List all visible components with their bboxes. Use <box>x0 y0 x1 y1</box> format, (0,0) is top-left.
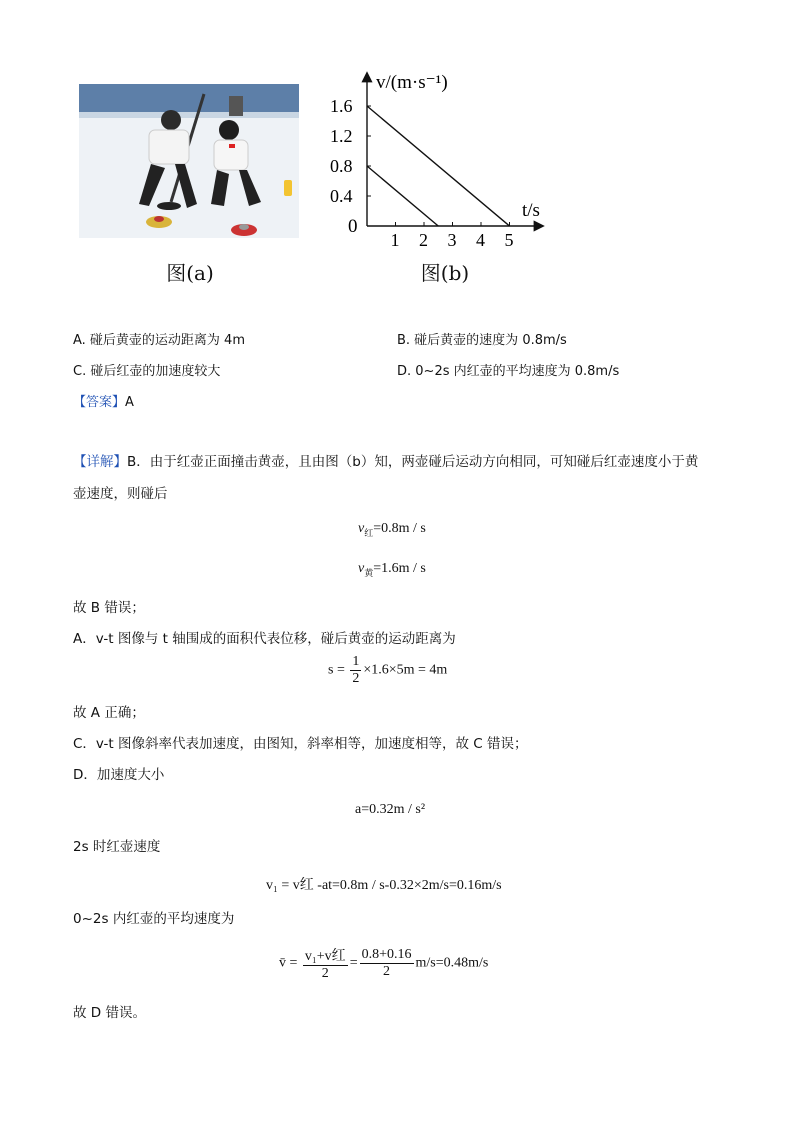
frac-half-d: 2 <box>352 671 360 686</box>
eq-avg-tail: m/s=0.48m/s <box>415 955 489 971</box>
eq-s-suffix: ×1.6×5m = 4m <box>363 662 448 678</box>
eq-a: a=0.32m / s² <box>355 802 426 817</box>
frac-half-n: 1 <box>352 654 360 669</box>
a-line: A．v-t 图像与 t 轴围成的面积代表位移，碰后黄壶的运动距离为 <box>73 631 456 647</box>
option-d: D. 0~2s 内红壶的平均速度为 0.8m/s <box>397 364 620 379</box>
figure-b-caption: 图(b) <box>420 261 470 285</box>
answer-line <box>73 391 134 410</box>
eq-v1: v₁ = v红 -at=0.8m / s-0.32×2m/s=0.16m/s <box>266 878 502 893</box>
y-axis-label: v/(m·s⁻¹) <box>376 72 448 93</box>
figure-a-caption: 图(a) <box>166 261 214 285</box>
x-tick-label: 5 <box>504 230 514 250</box>
eq-v-yellow-value: =1.6m / s <box>373 561 426 576</box>
x-axis-label: t/s <box>522 200 540 221</box>
b-wrong: 故 B 错误； <box>73 600 145 616</box>
c-line: C．v-t 图像斜率代表加速度，由图知，斜率相等，加速度相等，故 C 错误； <box>73 736 528 752</box>
frac-avg-1 <box>303 945 348 982</box>
detail-line-1 <box>73 454 698 470</box>
detail-tag: 【详解】 <box>73 454 127 470</box>
x-tick-label: 2 <box>419 230 428 250</box>
series-line-2 <box>367 166 438 226</box>
frac-avg-1-n: v₁+v红 <box>303 945 348 966</box>
t2-line: 2s 时红壶速度 <box>73 839 161 855</box>
detail-line-2: 壶速度，则碰后 <box>73 486 168 502</box>
answer-tag: 【答案】 <box>73 395 126 410</box>
x-tick-label: 4 <box>476 230 485 250</box>
series-line-1 <box>367 106 510 226</box>
curling-photo <box>79 84 299 238</box>
frac-avg-1-d: 2 <box>321 966 329 981</box>
option-a: A. 碰后黄壶的运动距离为 4m <box>73 333 245 348</box>
x-tick-label: 1 <box>390 230 400 250</box>
frac-avg-2 <box>360 947 414 980</box>
avg-line: 0~2s 内红壶的平均速度为 <box>73 911 235 927</box>
x-tick-label: 3 <box>447 230 457 250</box>
d-wrong: 故 D 错误。 <box>73 1005 146 1021</box>
option-c: C. 碰后红壶的加速度较大 <box>73 364 221 379</box>
eq-s-prefix: s = <box>328 662 345 678</box>
answer-value: A <box>125 395 134 410</box>
red-sub: 红 <box>364 527 374 538</box>
eq-s <box>328 654 447 687</box>
d-line: D．加速度大小 <box>73 767 165 783</box>
yellow-sub: 黄 <box>364 567 374 578</box>
eq-v-red-value: =0.8m / s <box>373 521 426 536</box>
option-b: B. 碰后黄壶的速度为 0.8m/s <box>397 333 567 348</box>
y-tick-label: 0.8 <box>330 156 353 176</box>
eq-avg: v̄ = $\frac{\text{v₁+v红}}{2}$ = $\frac{0.8+0.16}{2}$ m/s=0.48m/s <box>279 947 489 981</box>
frac-avg-2-d: 2 <box>383 964 391 979</box>
a-right: 故 A 正确； <box>73 705 145 721</box>
frac-half <box>350 654 361 687</box>
eq-avg-lhs: v̄ = <box>279 955 298 971</box>
origin-label: 0 <box>348 216 358 237</box>
detail-b-text: B．由于红壶正面撞击黄壶，且由图（b）知，两壶碰后运动方向相同，可知碰后红壶速度小于黄 <box>127 454 699 470</box>
y-tick-label: 1.6 <box>330 96 353 116</box>
y-tick-label: 0.4 <box>330 186 353 206</box>
vt-chart <box>320 60 550 260</box>
eq-v-red: $v_红=0.8m / s$ <box>358 521 426 538</box>
eq-v-yellow: $v_黄=1.6m / s$ <box>358 561 426 578</box>
frac-avg-2-n: 0.8+0.16 <box>361 947 412 962</box>
y-tick-label: 1.2 <box>330 126 353 146</box>
